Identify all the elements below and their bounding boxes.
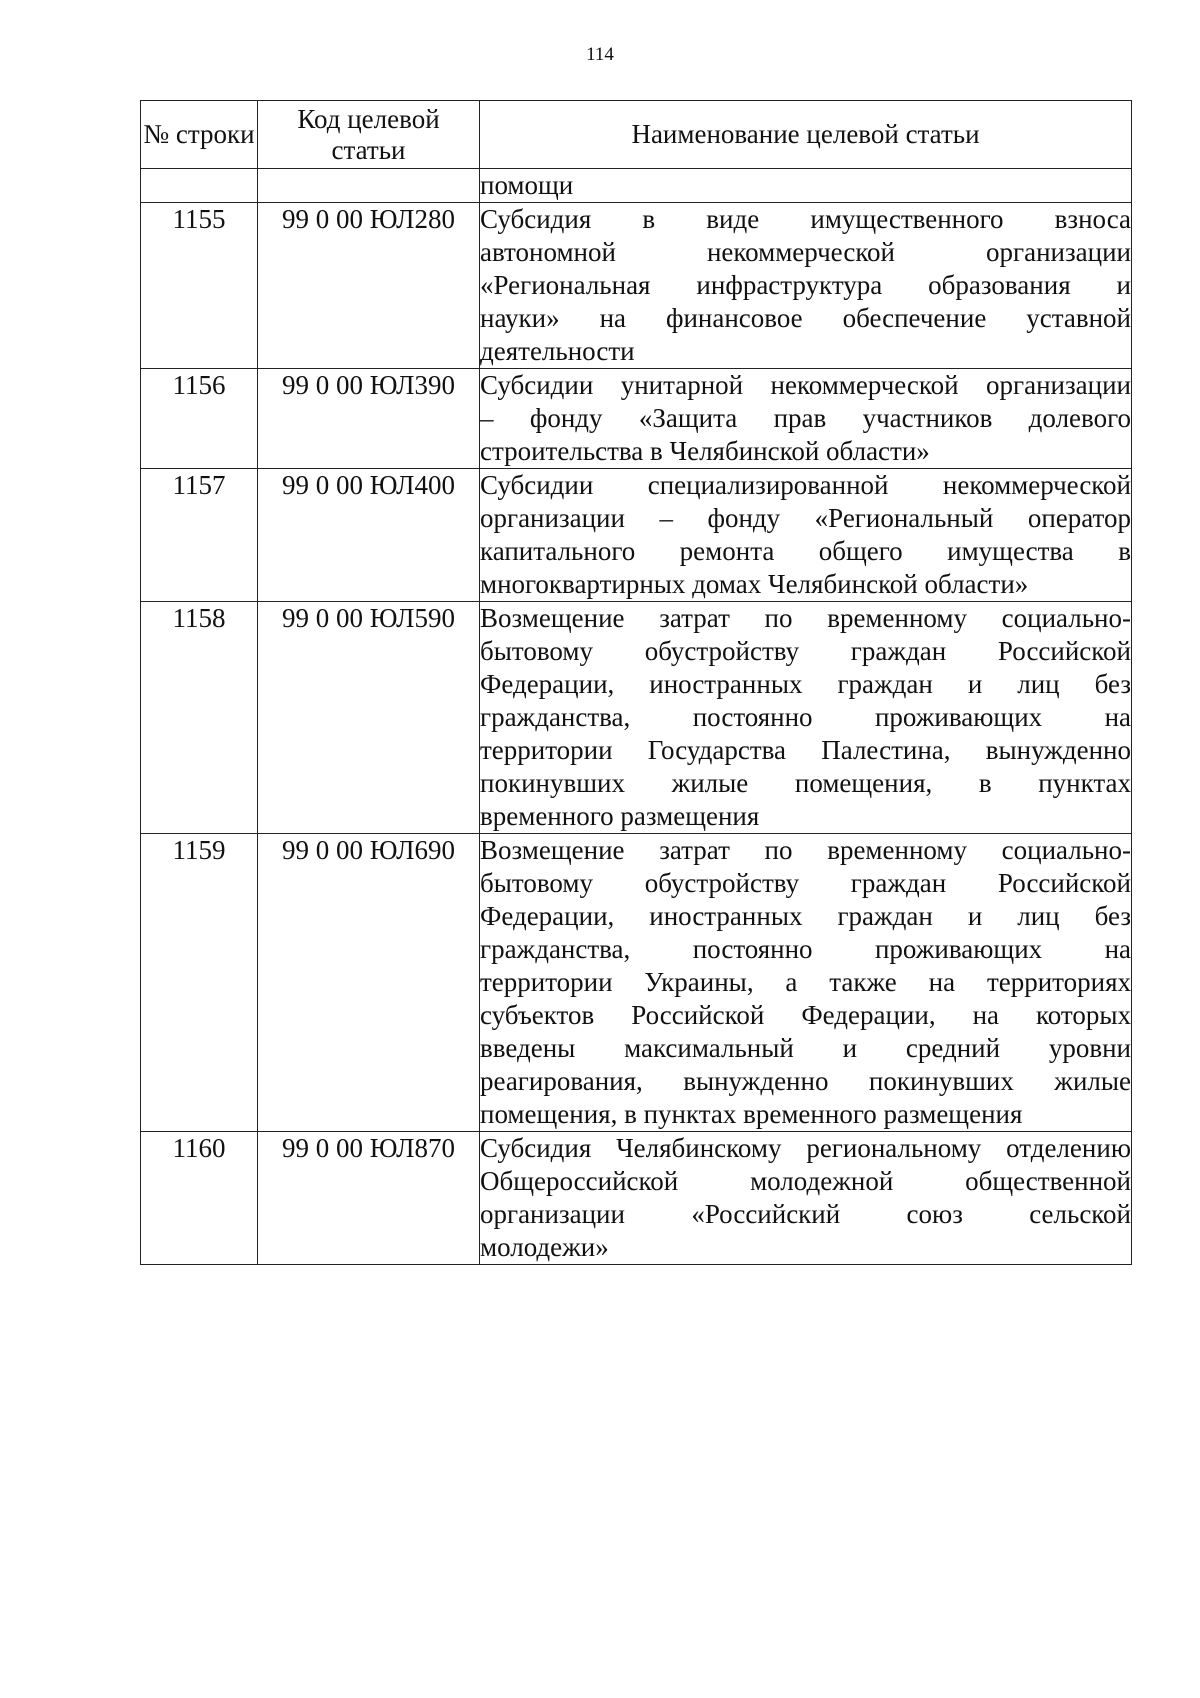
page-number: 114 <box>586 44 614 65</box>
article-name <box>480 369 1132 469</box>
article-name-line: реагирования, вынужденно покинувших жилые <box>480 1066 1131 1096</box>
article-name-line: гражданства, постоянно проживающих на <box>480 702 1131 732</box>
article-name-text <box>480 602 1131 833</box>
article-name-line: Субсидия Челябинскому региональному отделению <box>480 1133 1131 1163</box>
table-row <box>141 1132 1132 1265</box>
row-number <box>141 169 258 203</box>
row-number: 1157 <box>141 469 258 602</box>
article-name <box>480 203 1132 369</box>
table-header <box>141 101 1132 169</box>
article-name-line: организации «Российский союз сельской <box>480 1199 1131 1229</box>
table-row <box>141 834 1132 1132</box>
article-name-line: деятельности <box>480 336 635 366</box>
article-name-line: Субсидии специализированной некоммерческой <box>480 470 1131 500</box>
article-name-line: территории Украины, а также на территориях <box>480 967 1131 997</box>
row-number: 1156 <box>141 369 258 469</box>
article-name-line: строительства в Челябинской области» <box>480 436 930 466</box>
article-name-line: капитального ремонта общего имущества в <box>480 536 1131 566</box>
article-name <box>480 469 1132 602</box>
article-name-line: помещения, в пунктах временного размещения <box>480 1099 1023 1129</box>
article-name-line: Субсидия в виде имущественного взноса <box>480 204 1131 234</box>
article-name-line: организации – фонду «Региональный оператор <box>480 503 1131 533</box>
header-row-number: № строки <box>141 101 258 169</box>
article-name-text <box>480 203 1131 368</box>
article-name <box>480 602 1132 834</box>
article-name-line: гражданства, постоянно проживающих на <box>480 934 1131 964</box>
target-articles-table <box>140 100 1132 1265</box>
article-name-line: бытовому обустройству граждан Российской <box>480 636 1131 666</box>
table-row <box>141 169 1132 203</box>
article-name-text <box>480 469 1131 601</box>
article-name <box>480 169 1132 203</box>
article-code: 99 0 00 ЮЛ590 <box>258 602 480 834</box>
article-code: 99 0 00 ЮЛ400 <box>258 469 480 602</box>
article-code: 99 0 00 ЮЛ280 <box>258 203 480 369</box>
row-number: 1160 <box>141 1132 258 1265</box>
header-article-code: Код целевой статьи <box>258 101 480 169</box>
table-row <box>141 369 1132 469</box>
article-name-text <box>480 834 1131 1131</box>
article-name-line: помощи <box>480 170 574 200</box>
article-name-line: Федерации, иностранных граждан и лиц без <box>480 901 1131 931</box>
row-number: 1158 <box>141 602 258 834</box>
article-name-line: Федерации, иностранных граждан и лиц без <box>480 669 1131 699</box>
article-name-line: покинувших жилые помещения, в пунктах <box>480 768 1131 798</box>
article-name-line: Возмещение затрат по временному социально- <box>480 603 1131 633</box>
row-number: 1159 <box>141 834 258 1132</box>
article-name-line: временного размещения <box>480 801 760 831</box>
article-name-text <box>480 369 1131 468</box>
article-name-line: территории Государства Палестина, вынужденно <box>480 735 1131 765</box>
article-name-line: бытовому обустройству граждан Российской <box>480 868 1131 898</box>
article-name-line: введены максимальный и средний уровни <box>480 1033 1131 1063</box>
article-name-line: субъектов Российской Федерации, на которых <box>480 1000 1131 1030</box>
article-code: 99 0 00 ЮЛ690 <box>258 834 480 1132</box>
article-code: 99 0 00 ЮЛ870 <box>258 1132 480 1265</box>
article-name-text <box>480 1132 1131 1264</box>
article-name <box>480 834 1132 1132</box>
article-name-line: автономной некоммерческой организации <box>480 237 1131 267</box>
article-name-line: науки» на финансовое обеспечение уставной <box>480 303 1131 333</box>
header-row <box>141 101 1132 169</box>
table-row <box>141 602 1132 834</box>
table-body <box>141 169 1132 1265</box>
article-name-line: молодежи» <box>480 1232 609 1262</box>
article-name-line: – фонду «Защита прав участников долевого <box>480 403 1131 433</box>
article-name-line: «Региональная инфраструктура образования и <box>480 270 1131 300</box>
table-row <box>141 469 1132 602</box>
article-name-line: Общероссийской молодежной общественной <box>480 1166 1131 1196</box>
row-number: 1155 <box>141 203 258 369</box>
article-code <box>258 169 480 203</box>
header-article-name: Наименование целевой статьи <box>480 101 1132 169</box>
article-name-line: Возмещение затрат по временному социально- <box>480 835 1131 865</box>
table-row <box>141 203 1132 369</box>
article-code: 99 0 00 ЮЛ390 <box>258 369 480 469</box>
article-name-text <box>480 169 1131 202</box>
article-name <box>480 1132 1132 1265</box>
article-name-line: многоквартирных домах Челябинской области» <box>480 569 1029 599</box>
article-name-line: Субсидии унитарной некоммерческой организации <box>480 370 1131 400</box>
